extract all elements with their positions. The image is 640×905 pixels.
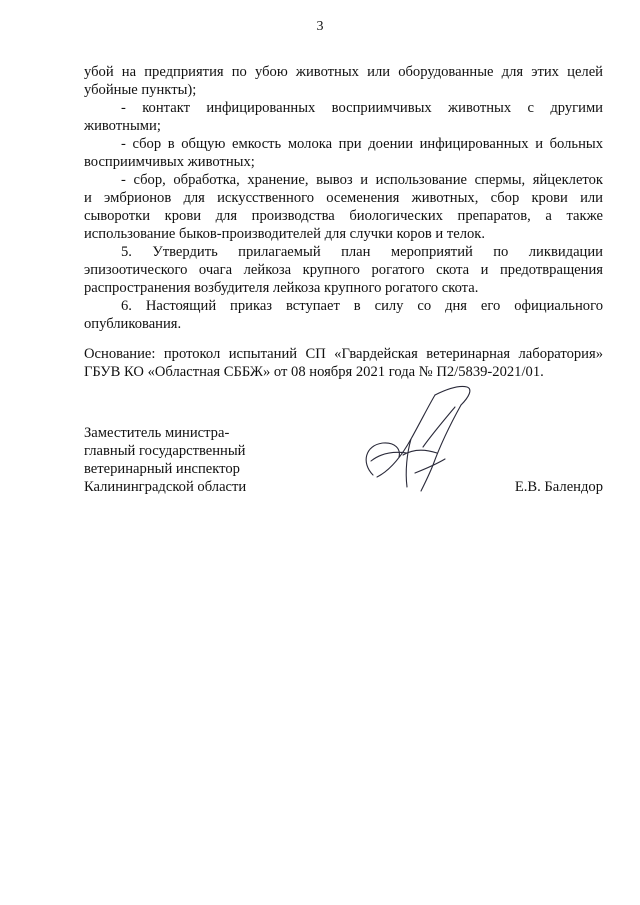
body-line: распространения возбудителя лейкоза крупного рогатого скота. [84,280,479,296]
body-line: сыворотки крови для производства биологических препаратов, а также [84,208,603,224]
body-line: эпизоотического очага лейкоза крупного рогатого скота и предотвращения [84,262,603,278]
page-number: 3 [316,19,324,34]
body-line: 5. Утвердить прилагаемый план мероприятий по ликвидации [121,244,603,260]
handwritten-signature [355,383,490,498]
body-line: восприимчивых животных; [84,154,255,170]
body-line: использование быков-производителей для случки коров и телок. [84,226,486,242]
body-line: убой на предприятия по убою животных или оборудованные для этих целей [84,64,603,80]
signatory-title-line: Заместитель министра- [84,425,230,441]
signatory-title-line: главный государственный [84,443,246,459]
signatory-title-line: Калининградской области [84,479,247,495]
body-line: - сбор, обработка, хранение, вывоз и использование спермы, яйцеклеток [121,172,603,188]
body-line: 6. Настоящий приказ вступает в силу со дня его официального [121,298,603,314]
body-line: животными; [84,118,161,134]
signatory-name: Е.В. Балендор [514,479,603,495]
basis-line: ГБУВ КО «Областная СББЖ» от 08 ноября 2021 года № П2/5839-2021/01. [84,364,544,380]
signatory-title-line: ветеринарный инспектор [84,461,240,477]
body-line: и эмбрионов для искусственного осеменения животных, сбор крови или [84,190,603,206]
basis-line: Основание: протокол испытаний СП «Гвардейская ветеринарная лаборатория» [84,346,603,362]
body-line: - сбор в общую емкость молока при доении инфицированных и больных [121,136,603,152]
body-line: - контакт инфицированных восприимчивых животных с другими [121,100,603,116]
body-line: опубликования. [84,316,182,332]
body-line: убойные пункты); [84,82,197,98]
